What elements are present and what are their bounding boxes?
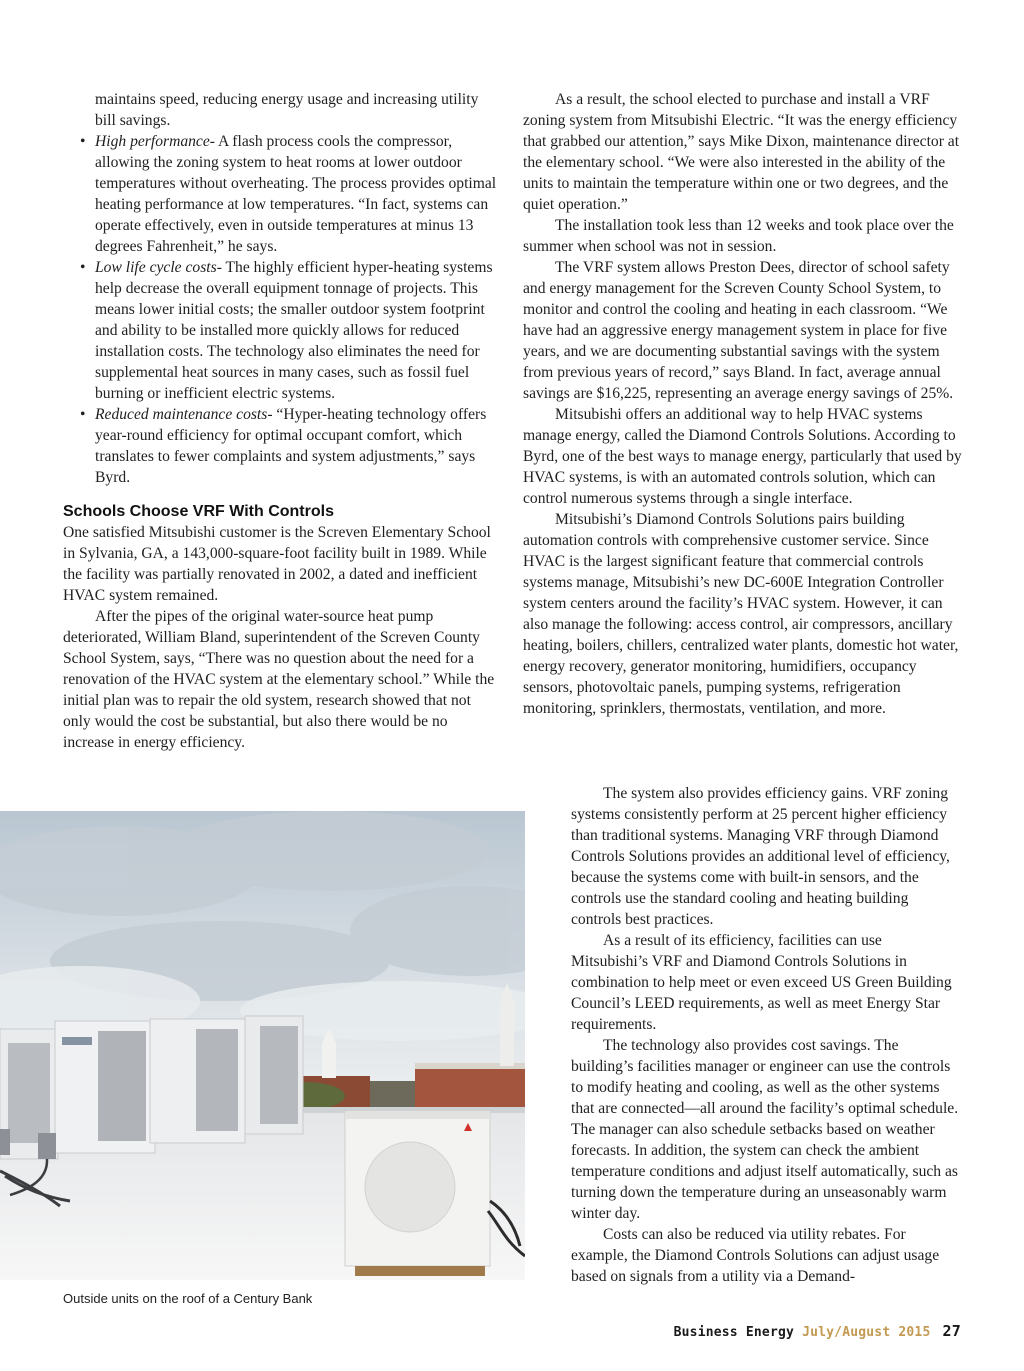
body-paragraph: The technology also provides cost savings. The building’s facilities manager or engineer can use the controls to modify heating and cooling, as well as the other systems that are connected—all around the facility’s optimal schedule. The manager can also schedule setbacks based on weather forecasts. In addition, the system can check the ambient temperature conditions and adjust itself automatically, such as turning down the temperature during an unseasonably warm winter day.	[571, 1037, 959, 1222]
photo-caption: Outside units on the roof of a Century Bank	[63, 1291, 313, 1306]
bullet-label: Low life cycle costs-	[95, 259, 222, 276]
publication-name: Business Energy	[673, 1325, 795, 1340]
bullet-text: “Hyper-heating technology offers year-round efficiency for optimal occupant comfort, which translates to fewer complaints and system adjustments,” says Byrd.	[95, 406, 487, 486]
right-column-narrow	[571, 783, 961, 1287]
section-heading: Schools Choose VRF With Controls	[63, 503, 334, 520]
body-paragraph: Costs can also be reduced via utility rebates. For example, the Diamond Controls Solutions can adjust usage based on signals from a utility via a Demand-	[571, 1226, 940, 1285]
issue-date: July/August 2015	[802, 1325, 931, 1340]
rooftop-hvac-illustration	[0, 811, 525, 1280]
page-footer	[674, 1322, 961, 1340]
feature-bullet-list	[63, 131, 497, 488]
body-paragraph: As a result, the school elected to purchase and install a VRF zoning system from Mitsubishi Electric. “It was the energy efficiency that grabbed our attention,” says Mike Dixon, maintenance director at the elementary school. “We were also interested in the ability of the units to maintain the temperature within one or two degrees, and the quiet operation.”	[523, 91, 960, 213]
body-paragraph: One satisfied Mitsubishi customer is the Screven Elementary School in Sylvania, GA, a 143,000-square-foot facility built in 1989. While the facility was partially renovated in 2002, a dated and inefficient HVAC system remained.	[63, 524, 491, 604]
right-column	[523, 89, 963, 719]
body-paragraph: Mitsubishi offers an additional way to help HVAC systems manage energy, called the Diamond Controls Solutions. According to Byrd, one of the best ways to manage energy, particularly that used by HVAC systems, is with an automated controls solution, which can control numerous systems through a single interface.	[523, 406, 962, 507]
rooftop-hvac-photo	[0, 811, 525, 1280]
page-number: 27	[942, 1322, 961, 1340]
body-paragraph: After the pipes of the original water-source heat pump deteriorated, William Bland, superintendent of the Screven County School System, says, “There was no question about the need for a renovation of the HVAC system at the elementary school.” While the initial plan was to repair the old system, research showed that not only would the cost be substantial, but also there would be no increase in energy efficiency.	[63, 608, 495, 751]
bullet-label: High performance-	[95, 133, 215, 150]
body-paragraph: As a result of its efficiency, facilities can use Mitsubishi’s VRF and Diamond Controls Solutions in combination to help meet or even exceed US Green Building Council’s LEED requirements, as well as meet Energy Star requirements.	[571, 932, 952, 1033]
bullet-dot-icon: •	[80, 406, 86, 423]
body-paragraph: The system also provides efficiency gains. VRF zoning systems consistently perform at 25 percent higher efficiency than traditional systems. Managing VRF through Diamond Controls Solutions provides an additional level of efficiency, because the systems come with built-in sensors, and the controls use the standard cooling and heating building controls best practices.	[571, 785, 950, 928]
continued-paragraph: maintains speed, reducing energy usage and increasing utility bill savings.	[95, 91, 479, 129]
bullet-item	[63, 131, 497, 257]
bullet-label: Reduced maintenance costs-	[95, 406, 273, 423]
bullet-dot-icon: •	[80, 133, 86, 150]
body-paragraph: The VRF system allows Preston Dees, director of school safety and energy management for the Screven County School System, to monitor and control the cooling and heating in each classroom. “We have had an aggressive energy management system in place for five years, and we are documenting substantial savings with the system from previous years of record,” says Bland. In fact, average annual savings are $16,225, representing an average energy savings of 25%.	[523, 259, 954, 402]
body-paragraph: The installation took less than 12 weeks and took place over the summer when school was not in session.	[523, 217, 954, 255]
bullet-item	[63, 404, 497, 488]
bullet-text: A flash process cools the compressor, allowing the zoning system to heat rooms at lower outdoor temperatures without overheating. The process provides optimal heating performance at low temperatures. “In fact, systems can operate effectively, even in outside temperatures at minus 13 degrees Fahrenheit,” he says.	[95, 133, 497, 255]
left-column	[63, 89, 497, 753]
body-paragraph: Mitsubishi’s Diamond Controls Solutions pairs building automation controls with comprehensive customer service. Since HVAC is the largest significant feature that commercial controls systems manage, Mitsubishi’s new DC-600E Integration Controller system centers around the facility’s HVAC system. However, it can also manage the following: access control, air compressors, ancillary heating, boilers, chillers, centralized water plants, domestic hot water, energy recovery, generator monitoring, humidifiers, occupancy sensors, photovoltaic panels, pumping systems, refrigeration monitoring, sprinklers, thermostats, ventilation, and more.	[523, 511, 959, 717]
bullet-dot-icon: •	[80, 259, 86, 276]
bullet-text: The highly efficient hyper-heating systems help decrease the overall equipment tonnage of projects. This means lower initial costs; the smaller outdoor system footprint and ability to be installed more quickly allows for reduced installation costs. The technology also eliminates the need for supplemental heat sources in many cases, such as fossil fuel burning or inefficient electric systems.	[95, 259, 493, 402]
bullet-item	[63, 257, 497, 404]
